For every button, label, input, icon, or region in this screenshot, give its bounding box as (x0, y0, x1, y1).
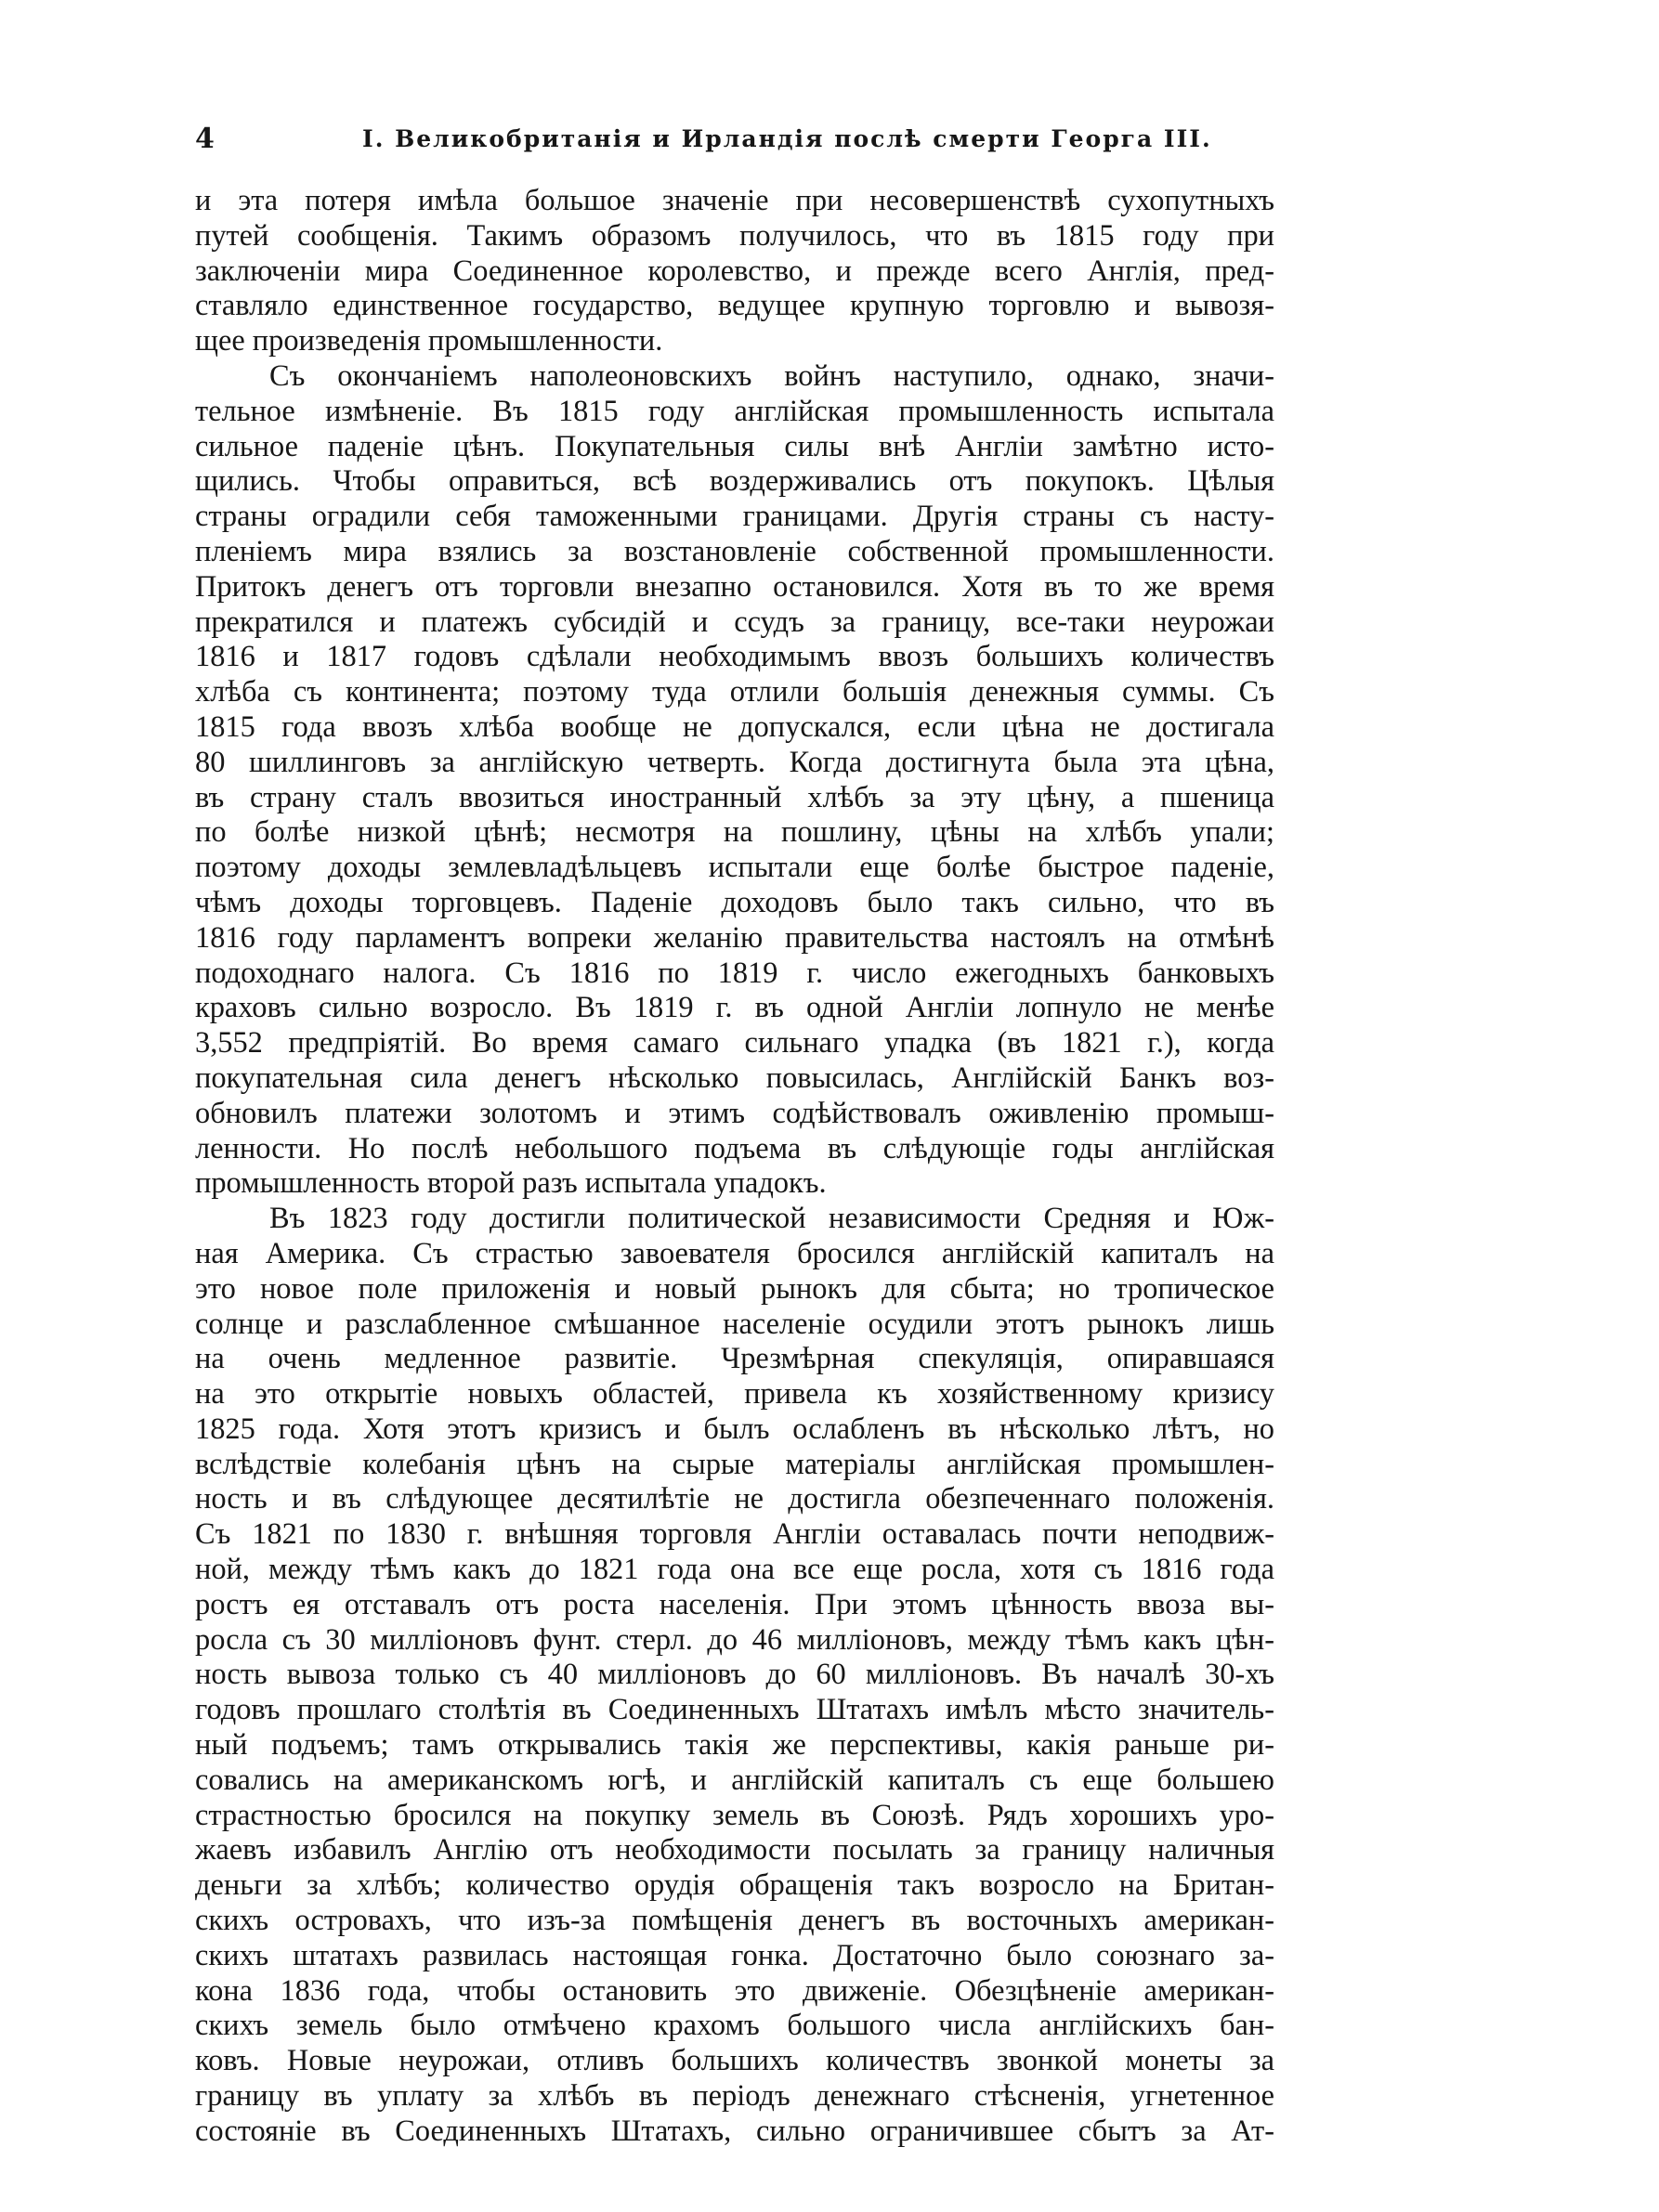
text-line: совались на американскомъ югѣ, и англійскій капиталъ съ еще большею (195, 1763, 1274, 1797)
text-line: солнце и разслабленное смѣшанное населеніе осудили этотъ рынокъ лишь (195, 1307, 1274, 1341)
text-line: пленіемъ мира взялись за возстановленіе собственной промышленности. (195, 534, 1274, 568)
running-head: I. Великобританія и Ирландія послѣ смерти Георга III. (362, 125, 1212, 152)
text-line: границу въ уплату за хлѣбъ въ періодъ денежнаго стѣсненія, угнетенное (195, 2079, 1274, 2114)
text-line: обновилъ платежи золотомъ и этимъ содѣйствовалъ оживленію промыш- (195, 1096, 1274, 1130)
page-header (195, 121, 1282, 158)
text-line: ной, между тѣмъ какъ до 1821 года она все еще росла, хотя съ 1816 года (195, 1553, 1274, 1587)
text-line: Притокъ денегъ отъ торговли внезапно остановился. Хотя въ то же время (195, 569, 1274, 604)
page-number: 4 (195, 123, 215, 155)
text-line: скихъ островахъ, что изъ-за помѣщенія денегъ въ восточныхъ американ- (195, 1904, 1274, 1938)
text-line: страстностью бросился на покупку земель въ Союзѣ. Рядъ хорошихъ уро- (195, 1798, 1274, 1832)
text-line: Съ 1821 по 1830 г. внѣшняя торговля Англіи оставалась почти неподвиж- (195, 1517, 1274, 1552)
text-line: 1825 года. Хотя этотъ кризисъ и былъ ослабленъ въ нѣсколько лѣтъ, но (195, 1412, 1274, 1446)
text-line: Въ 1823 году достигли политической независимости Средняя и Юж- (269, 1202, 1274, 1236)
text-line: деньги за хлѣбъ; количество орудія обращенія такъ возросло на Британ- (195, 1868, 1274, 1903)
text-line: ленности. Но послѣ небольшого подъема въ слѣдующіе годы англійская (195, 1131, 1274, 1165)
text-line: щее произведенія промышленности. (195, 324, 663, 358)
text-line: росла съ 30 милліоновъ фунт. стерл. до 46 милліоновъ, между тѣмъ какъ цѣн- (195, 1622, 1274, 1657)
text-line: покупательная сила денегъ нѣсколько повысилась, Англійскій Банкъ воз- (195, 1060, 1274, 1095)
text-line: заключеніи мира Соединенное королевство, и прежде всего Англія, пред- (195, 254, 1274, 288)
text-line: подоходнаго налога. Съ 1816 по 1819 г. число ежегодныхъ банковыхъ (195, 956, 1274, 990)
text-line: Съ окончаніемъ наполеоновскихъ войнъ наступило, однако, значи- (269, 358, 1274, 393)
text-line: поэтому доходы землевладѣльцевъ испытали еще болѣе быстрое паденіе, (195, 851, 1274, 885)
text-line: ная Америка. Съ страстью завоевателя бросился англійскій капиталъ на (195, 1236, 1274, 1270)
text-line: промышленность второй разъ испытала упадокъ. (195, 1166, 827, 1201)
text-line: сильное паденіе цѣнъ. Покупательныя силы внѣ Англіи замѣтно исто- (195, 429, 1274, 463)
text-line: это новое поле приложенія и новый рынокъ для сбыта; но тропическое (195, 1271, 1274, 1306)
text-line: въ страну сталъ ввозиться иностранный хлѣбъ за эту цѣну, а пшеница (195, 780, 1274, 814)
text-line: и эта потеря имѣла большое значеніе при несовершенствѣ сухопутныхъ (195, 184, 1274, 217)
text-line: 80 шиллинговъ за англійскую четверть. Когда достигнута была эта цѣна, (195, 745, 1274, 779)
text-line: тельное измѣненіе. Въ 1815 году англійская промышленность испытала (195, 394, 1274, 428)
text-line: ность и въ слѣдующее десятилѣтіе не достигла обезпеченнаго положенія. (195, 1482, 1274, 1516)
text-line: ростъ ея отставалъ отъ роста населенія. При этомъ цѣнность ввоза вы- (195, 1587, 1274, 1621)
text-line: 3,552 предпріятій. Во время самаго сильнаго упадка (въ 1821 г.), когда (195, 1026, 1274, 1060)
text-line: чѣмъ доходы торговцевъ. Паденіе доходовъ было такъ сильно, что въ (195, 885, 1274, 919)
text-line: 1816 году парламентъ вопреки желанію правительства настоялъ на отмѣнѣ (195, 920, 1274, 955)
text-line: прекратился и платежъ субсидій и ссудъ за границу, все-таки неурожаи (195, 605, 1274, 639)
text-line: 1815 года ввозъ хлѣба вообще не допускался, если цѣна не достигала (195, 709, 1274, 744)
text-line: на это открытіе новыхъ областей, привела къ хозяйственному кризису (195, 1377, 1274, 1412)
text-line: кона 1836 года, чтобы остановить это движеніе. Обезцѣненіе американ- (195, 1973, 1274, 2008)
text-line: вслѣдствіе колебанія цѣнъ на сырые матеріалы англійская промышлен- (195, 1447, 1274, 1481)
text-line: щились. Чтобы оправиться, всѣ воздерживались отъ покупокъ. Цѣлыя (195, 464, 1274, 499)
text-line: 1816 и 1817 годовъ сдѣлали необходимымъ ввозъ большихъ количествъ (195, 640, 1274, 674)
body-text (195, 184, 1274, 2150)
text-line: ковъ. Новые неурожаи, отливъ большихъ количествъ звонкой монеты за (195, 2044, 1274, 2078)
text-line: путей сообщенія. Такимъ образомъ получилось, что въ 1815 году при (195, 218, 1274, 253)
text-line: по болѣе низкой цѣнѣ; несмотря на пошлину, цѣны на хлѣбъ упали; (195, 815, 1274, 850)
text-line: краховъ сильно возросло. Въ 1819 г. въ одной Англіи лопнуло не менѣе (195, 991, 1274, 1025)
text-line: годовъ прошлаго столѣтія въ Соединенныхъ Штатахъ имѣлъ мѣсто значитель- (195, 1693, 1274, 1727)
text-line: скихъ земель было отмѣчено крахомъ большого числа англійскихъ бан- (195, 2009, 1274, 2043)
paragraph (195, 359, 1274, 1202)
text-line: хлѣба съ континента; поэтому туда отлили большія денежныя суммы. Съ (195, 675, 1274, 709)
text-line: состояніе въ Соединенныхъ Штатахъ, сильно ограничившее сбытъ за Ат- (195, 2114, 1274, 2148)
text-line: ность вывоза только съ 40 милліоновъ до 60 милліоновъ. Въ началѣ 30-хъ (195, 1658, 1274, 1692)
paragraph (195, 1202, 1274, 2150)
text-line: ный подъемъ; тамъ открывались такія же перспективы, какія раньше ри- (195, 1728, 1274, 1763)
text-line: страны оградили себя таможенными границами. Другія страны съ насту- (195, 500, 1274, 534)
text-line: ставляло единственное государство, ведущее крупную торговлю и вывозя- (195, 289, 1274, 323)
text-line: жаевъ избавилъ Англію отъ необходимости посылать за границу наличныя (195, 1833, 1274, 1867)
text-line: скихъ штатахъ развилась настоящая гонка. Достаточно было союзнаго за- (195, 1938, 1274, 1972)
text-line: на очень медленное развитіе. Чрезмѣрная спекуляція, опиравшаяся (195, 1342, 1274, 1376)
paragraph (195, 184, 1274, 359)
